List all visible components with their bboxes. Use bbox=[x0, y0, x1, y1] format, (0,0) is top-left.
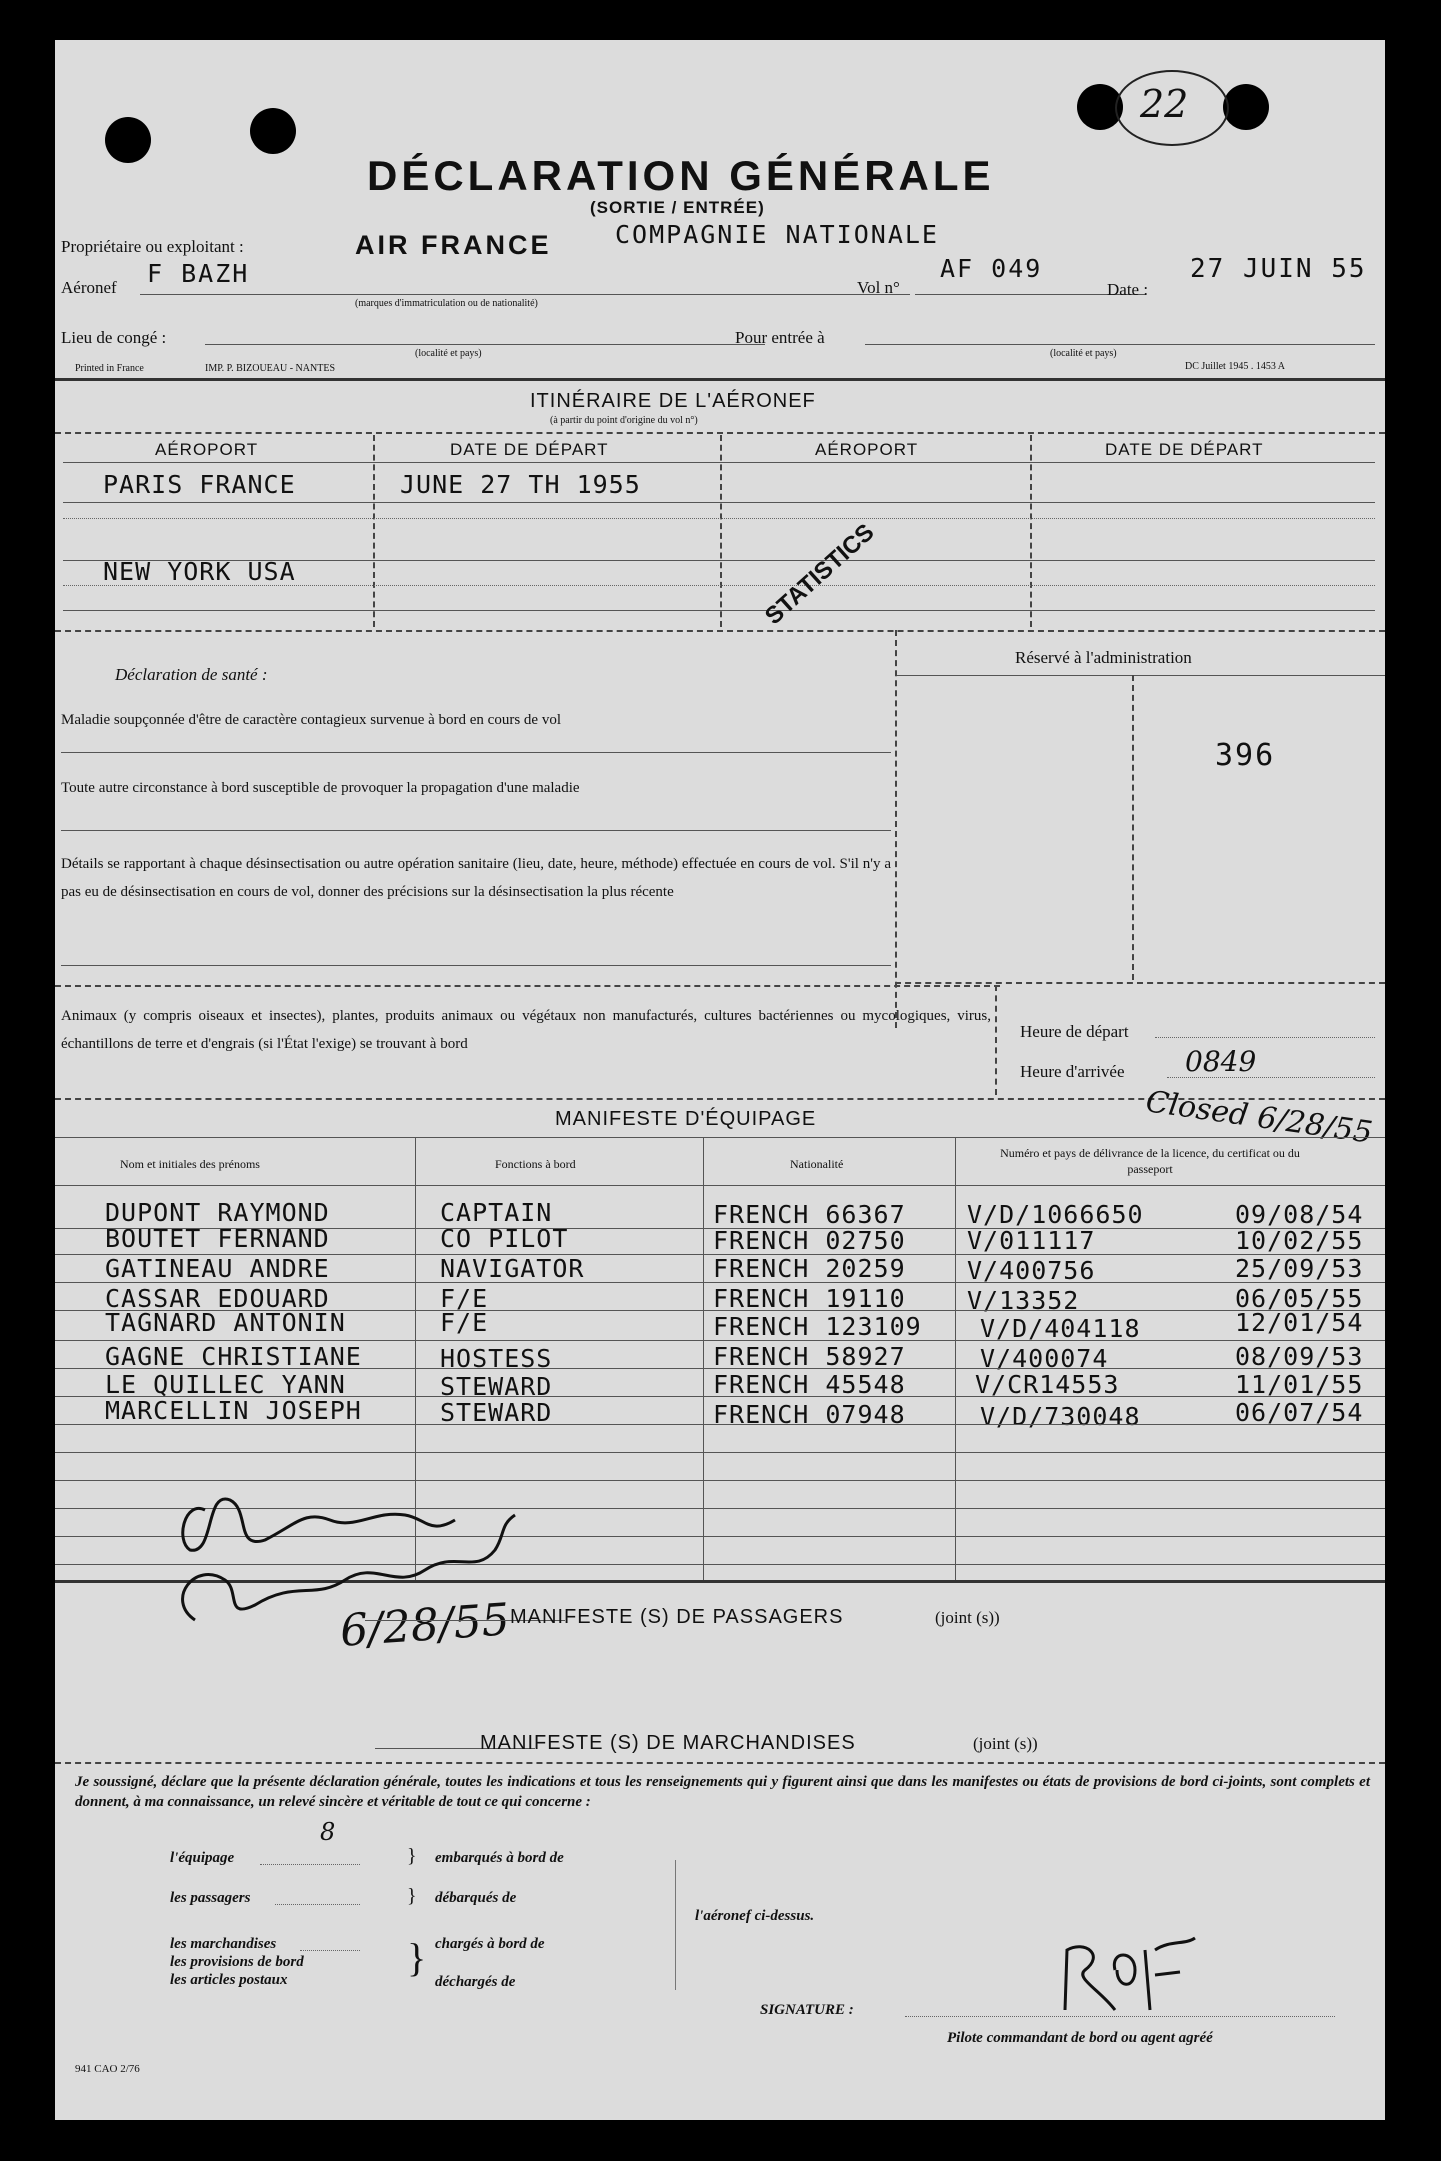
crew-date-5: 12/01/54 bbox=[1235, 1308, 1364, 1337]
crew-name-2: BOUTET FERNAND bbox=[105, 1224, 330, 1253]
punch-hole-left-2 bbox=[250, 108, 296, 154]
sante-line-2: Toute autre circonstance à bord susceptible de provoquer la propagation d'une maladie bbox=[61, 780, 580, 796]
crew-licence-6: V/400074 bbox=[980, 1344, 1109, 1373]
marchandises-joint: (joint (s)) bbox=[973, 1734, 1038, 1753]
statistics-stamp: STATISTICS bbox=[760, 518, 880, 631]
proprietaire-value: AIR FRANCE bbox=[355, 230, 552, 260]
imprime-label: Printed in France bbox=[75, 363, 144, 374]
crew-header-nationality: Nationalité bbox=[790, 1157, 844, 1171]
crew-licence-5: V/D/404118 bbox=[980, 1314, 1141, 1343]
sign-date: 6/28/55 bbox=[338, 1594, 512, 1657]
sante-line-3: Détails se rapportant à chaque désinsectisation ou autre opération sanitaire (lieu, date, heure, méthode) effectuée en cours de vol. S'il n'y a pas eu de désinsectisation en cours de vol, donner des précisions sur la désinsectisation la plus récente bbox=[61, 856, 891, 900]
signature-label: SIGNATURE : bbox=[760, 2002, 854, 2018]
form-subtitle: (SORTIE / ENTRÉE) bbox=[590, 198, 765, 217]
crew-function-6: HOSTESS bbox=[440, 1344, 553, 1373]
footer-ref: 941 CAO 2/76 bbox=[75, 2063, 140, 2075]
crew-licence-8: V/D/730048 bbox=[980, 1402, 1141, 1431]
heure-arrivee-label: Heure d'arrivée bbox=[1020, 1062, 1125, 1081]
itin-header-date-1: DATE DE DÉPART bbox=[450, 440, 609, 459]
compagnie-value: COMPAGNIE NATIONALE bbox=[615, 220, 939, 249]
aeronef-note: (marques d'immatriculation ou de nationalité) bbox=[355, 298, 538, 309]
crew-name-5: TAGNARD ANTONIN bbox=[105, 1308, 346, 1337]
crew-nationality-6: FRENCH 58927 bbox=[713, 1342, 906, 1371]
crew-header-function: Fonctions à bord bbox=[495, 1157, 576, 1171]
crew-function-1: CAPTAIN bbox=[440, 1198, 553, 1227]
itin-header-airport-2: AÉROPORT bbox=[815, 440, 919, 459]
aeronef-value: F BAZH bbox=[147, 259, 250, 288]
crew-licence-1: V/D/1066650 bbox=[967, 1200, 1144, 1229]
crew-nationality-3: FRENCH 20259 bbox=[713, 1254, 906, 1283]
sante-line-1: Maladie soupçonnée d'être de caractère contagieux survenue à bord en cours de vol bbox=[61, 712, 561, 728]
itin-airport-1: PARIS FRANCE bbox=[103, 470, 296, 499]
left-item-equipage: l'équipage bbox=[170, 1850, 235, 1866]
mid-item-decharges: déchargés de bbox=[435, 1974, 516, 1990]
vol-label: Vol n° bbox=[857, 278, 900, 297]
aeronef-ci-dessus: l'aéronef ci-dessus. bbox=[695, 1908, 815, 1924]
admin-number: 396 bbox=[1215, 738, 1276, 773]
crew-handwritten-note: Closed 6/28/55 bbox=[1143, 1084, 1375, 1151]
crew-function-8: STEWARD bbox=[440, 1398, 553, 1427]
crew-nationality-2: FRENCH 02750 bbox=[713, 1226, 906, 1255]
crew-nationality-1: FRENCH 66367 bbox=[713, 1200, 906, 1229]
crew-header-name: Nom et initiales des prénoms bbox=[120, 1157, 260, 1171]
crew-licence-2: V/011117 bbox=[967, 1226, 1096, 1255]
declaration-text: Je soussigné, déclare que la présente déclaration générale, toutes les indications et tous les renseignements qui y figurent ainsi que dans les manifestes ou états de provisions de bord ci-joints, sont complets et donnent, à ma connaissance, un relevé sincère et véritable de tout ce qui concerne : bbox=[75, 1774, 1370, 1810]
corner-number: 22 bbox=[1140, 82, 1189, 126]
animaux-text: Animaux (y compris oiseaux et insectes), plantes, produits animaux ou végétaux non manufacturés, cultures bactériennes ou mycologiques, virus, échantillons de terre et d'engrais (si l'État l'exige) se trouvant à bord bbox=[61, 1008, 991, 1052]
proprietaire-label: Propriétaire ou exploitant : bbox=[61, 237, 244, 256]
crew-function-5: F/E bbox=[440, 1308, 489, 1337]
left-item-passagers: les passagers bbox=[170, 1890, 251, 1906]
date-value: 27 JUIN 55 bbox=[1190, 254, 1367, 284]
lieu-conge-label: Lieu de congé : bbox=[61, 328, 167, 347]
crew-nationality-7: FRENCH 45548 bbox=[713, 1370, 906, 1399]
pour-entree-note: (localité et pays) bbox=[1050, 348, 1117, 359]
crew-date-6: 08/09/53 bbox=[1235, 1342, 1364, 1371]
mid-item-embarques: embarqués à bord de bbox=[435, 1850, 564, 1866]
brace-left-3: } bbox=[407, 1935, 427, 1980]
crew-nationality-5: FRENCH 123109 bbox=[713, 1312, 922, 1341]
date-label: Date : bbox=[1107, 280, 1149, 299]
crew-name-3: GATINEAU ANDRE bbox=[105, 1254, 330, 1283]
crew-date-4: 06/05/55 bbox=[1235, 1284, 1364, 1313]
form-title: DÉCLARATION GÉNÉRALE bbox=[367, 152, 995, 199]
brace-left: } bbox=[407, 1845, 417, 1867]
crew-licence-7: V/CR14553 bbox=[975, 1370, 1120, 1399]
crew-date-2: 10/02/55 bbox=[1235, 1226, 1364, 1255]
vol-value: AF 049 bbox=[940, 254, 1043, 283]
itin-airport-2: NEW YORK USA bbox=[103, 557, 296, 586]
passagers-joint: (joint (s)) bbox=[935, 1608, 1000, 1627]
sante-title: Déclaration de santé : bbox=[115, 665, 268, 684]
left-item-marchandises: les marchandises bbox=[170, 1936, 277, 1952]
crew-header-licence: Numéro et pays de délivrance de la licence, du certificat ou du passeport bbox=[1000, 1146, 1300, 1176]
crew-function-3: NAVIGATOR bbox=[440, 1254, 585, 1283]
crew-function-2: CO PILOT bbox=[440, 1224, 569, 1253]
crew-function-7: STEWARD bbox=[440, 1372, 553, 1401]
crew-name-1: DUPONT RAYMOND bbox=[105, 1198, 330, 1227]
itin-header-airport-1: AÉROPORT bbox=[155, 440, 259, 459]
crew-nationality-8: FRENCH 07948 bbox=[713, 1400, 906, 1429]
heure-arrivee-value: 0849 bbox=[1185, 1045, 1257, 1078]
admin-title: Réservé à l'administration bbox=[1015, 648, 1192, 667]
punch-hole-right-2 bbox=[1223, 84, 1269, 130]
pilote-label: Pilote commandant de bord ou agent agréé bbox=[947, 2030, 1213, 2046]
manifeste-title: MANIFESTE D'ÉQUIPAGE bbox=[555, 1108, 817, 1130]
itineraire-title: ITINÉRAIRE DE L'AÉRONEF bbox=[530, 390, 816, 412]
imprimeur: IMP. P. BIZOUEAU - NANTES bbox=[205, 363, 336, 374]
crew-function-4: F/E bbox=[440, 1284, 489, 1313]
punch-hole-left-1 bbox=[105, 117, 151, 163]
mid-item-debarques: débarqués de bbox=[435, 1890, 517, 1906]
equipage-count: 8 bbox=[320, 1818, 336, 1846]
crew-name-4: CASSAR EDOUARD bbox=[105, 1284, 330, 1313]
crew-date-1: 09/08/54 bbox=[1235, 1200, 1364, 1229]
left-item-provisions: les provisions de bord bbox=[170, 1954, 304, 1970]
itin-header-date-2: DATE DE DÉPART bbox=[1105, 440, 1264, 459]
left-item-postaux: les articles postaux bbox=[170, 1972, 288, 1988]
crew-date-7: 11/01/55 bbox=[1235, 1370, 1364, 1399]
crew-name-7: LE QUILLEC YANN bbox=[105, 1370, 346, 1399]
crew-licence-4: V/13352 bbox=[967, 1286, 1080, 1315]
itineraire-note: (à partir du point d'origine du vol n°) bbox=[550, 415, 698, 426]
pour-entree-label: Pour entrée à bbox=[735, 328, 825, 347]
crew-licence-3: V/400756 bbox=[967, 1256, 1096, 1285]
crew-nationality-4: FRENCH 19110 bbox=[713, 1284, 906, 1313]
marchandises-title: MANIFESTE (S) DE MARCHANDISES bbox=[480, 1732, 856, 1754]
lieu-conge-note: (localité et pays) bbox=[415, 348, 482, 359]
form-ref: DC Juillet 1945 . 1453 A bbox=[1185, 361, 1286, 372]
crew-date-8: 06/07/54 bbox=[1235, 1398, 1364, 1427]
captain-signature bbox=[1005, 1910, 1205, 2030]
brace-left-2: } bbox=[407, 1885, 417, 1907]
crew-name-6: GAGNE CHRISTIANE bbox=[105, 1342, 362, 1371]
crew-name-8: MARCELLIN JOSEPH bbox=[105, 1396, 362, 1425]
aeronef-label: Aéronef bbox=[61, 278, 117, 297]
mid-item-charges: chargés à bord de bbox=[435, 1936, 545, 1952]
crew-date-3: 25/09/53 bbox=[1235, 1254, 1364, 1283]
heure-depart-label: Heure de départ bbox=[1020, 1022, 1129, 1041]
passagers-title: MANIFESTE (S) DE PASSAGERS bbox=[510, 1606, 844, 1628]
declaration-form bbox=[55, 40, 1385, 2120]
itin-date-1: JUNE 27 TH 1955 bbox=[400, 470, 641, 499]
